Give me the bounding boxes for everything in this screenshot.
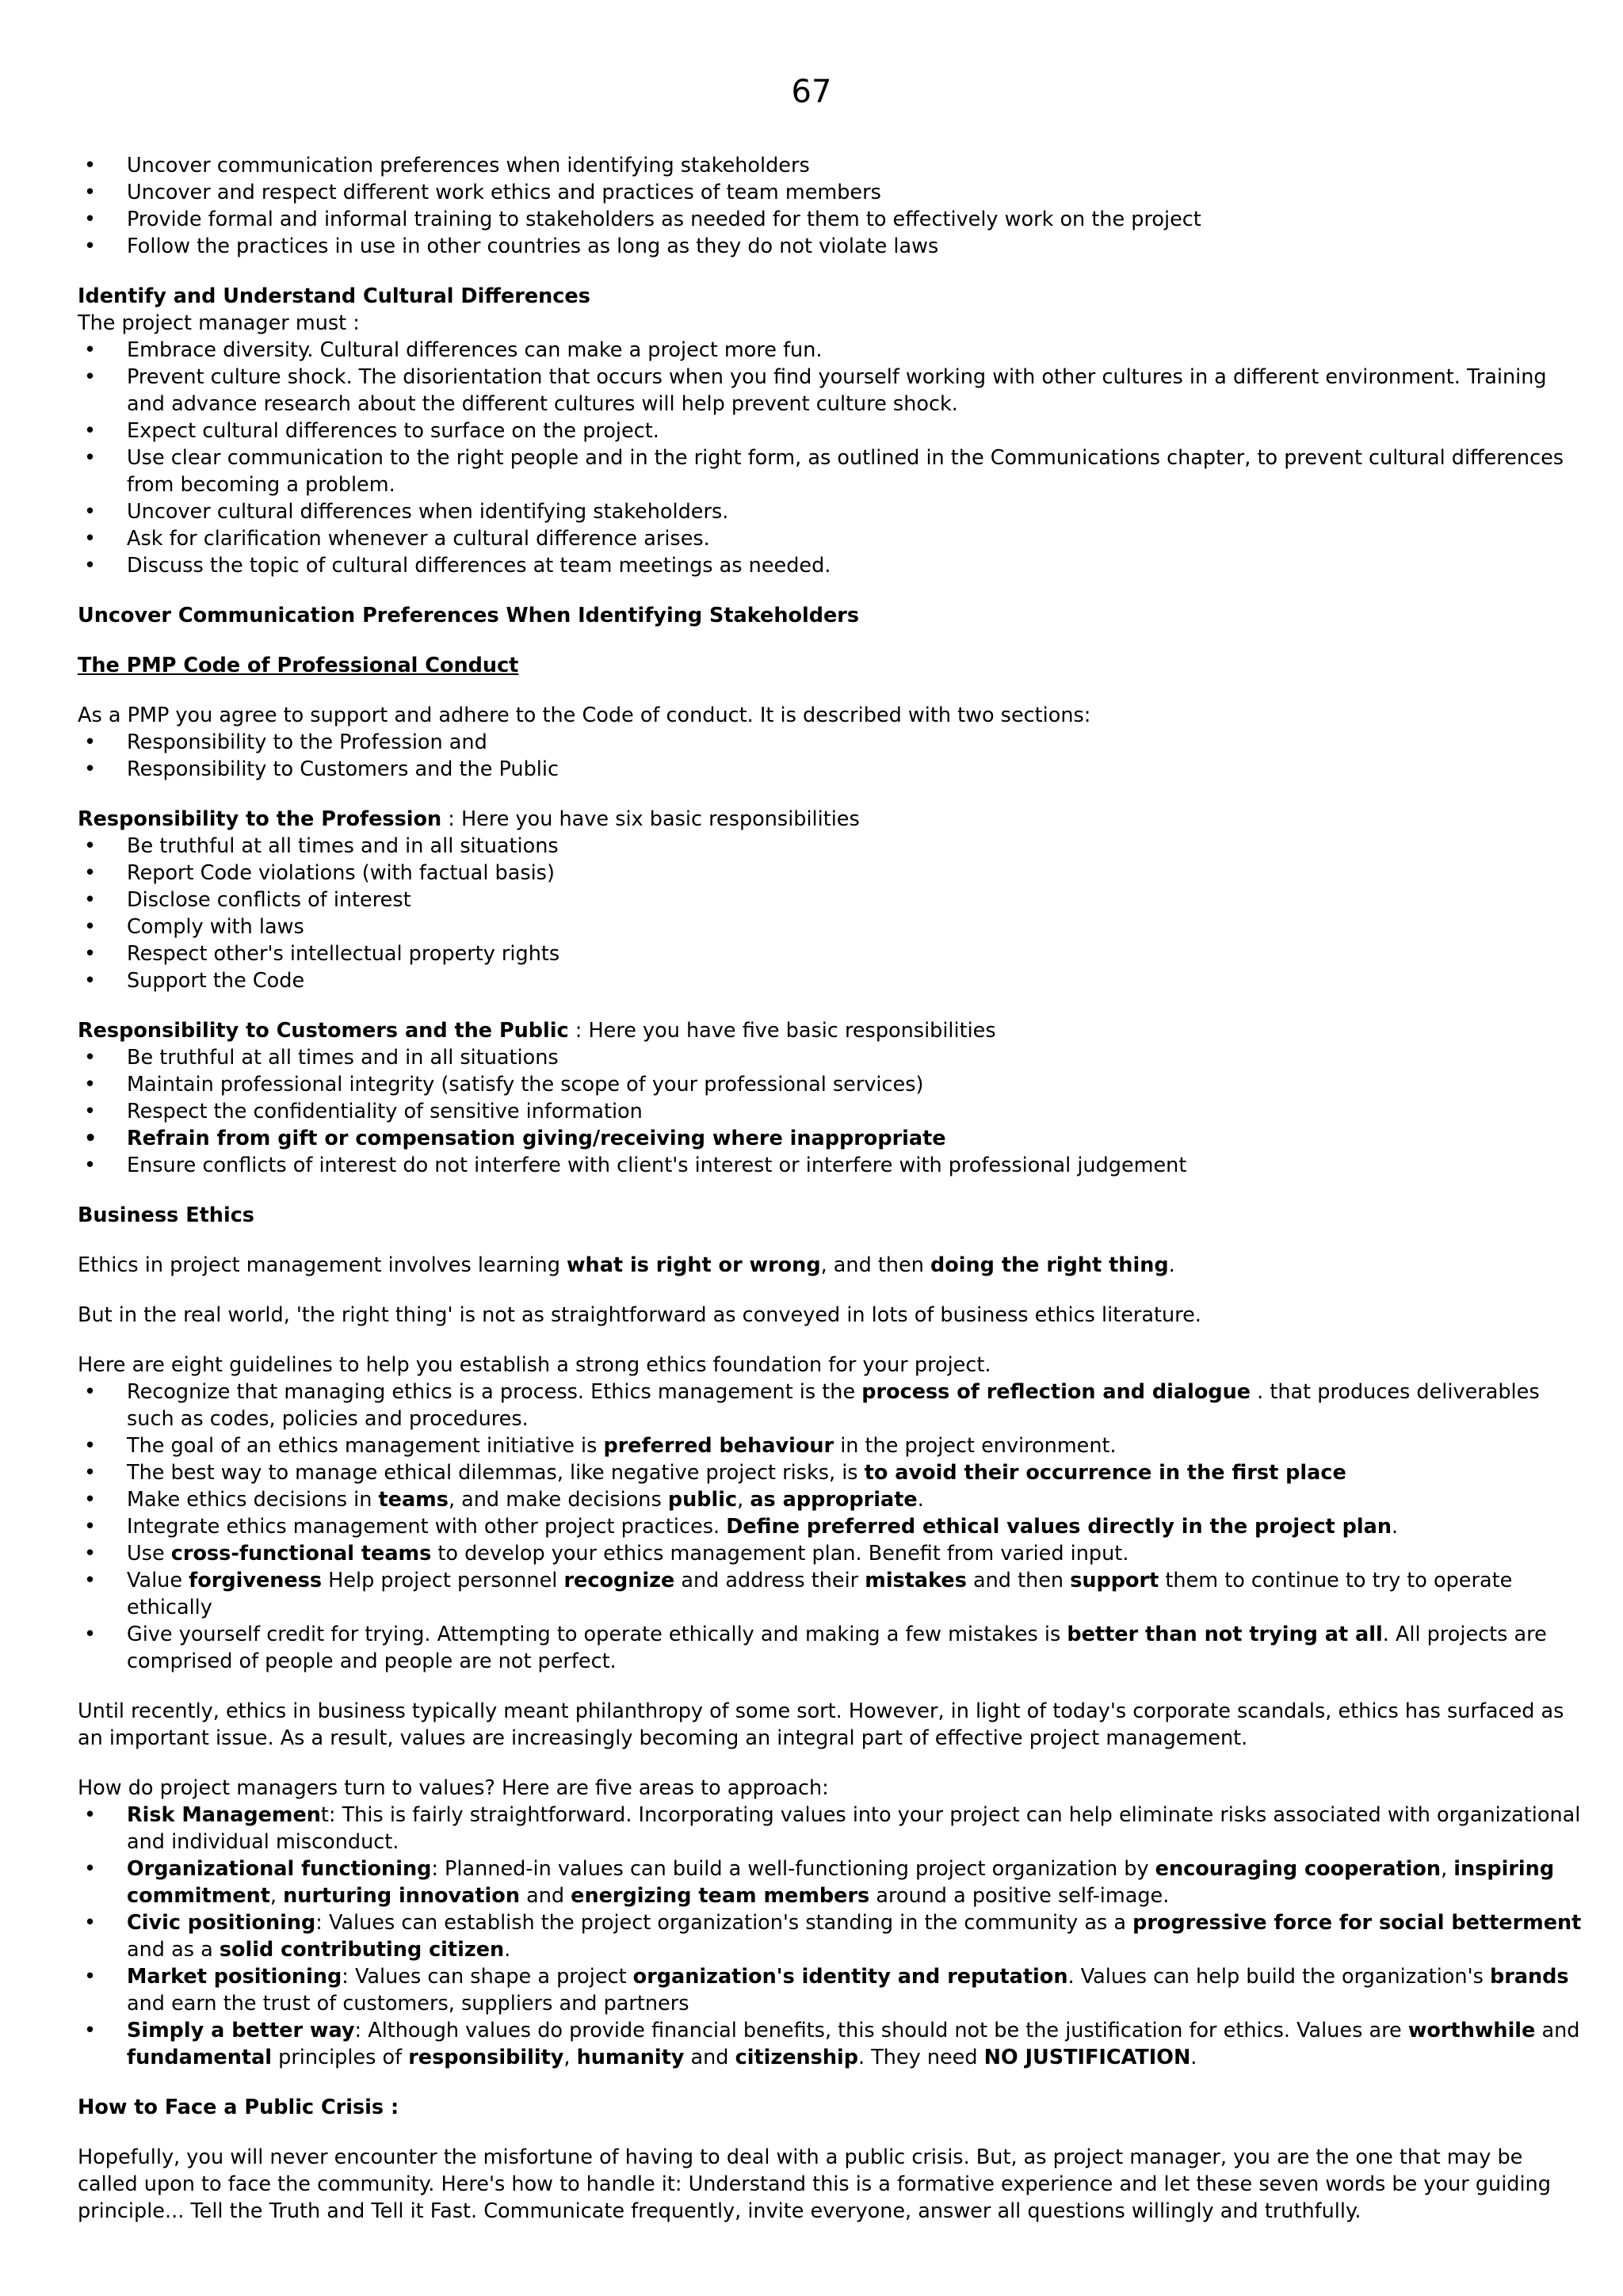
text-run: . Values can help build the organization's (1067, 1965, 1490, 1989)
list-item (78, 1909, 1583, 1963)
text-run: , (269, 1884, 284, 1908)
text-run: nurturing innovation (283, 1884, 520, 1908)
text-run: . (1391, 1515, 1399, 1539)
list-item: • Use clear communication to the right people and in the right form, as outlined in the Communications chapter, to prevent cultural differences from becoming a problem. (78, 444, 1583, 498)
text-run: preferred behaviour (603, 1434, 834, 1458)
list-item: • Be truthful at all times and in all situations (78, 1044, 1583, 1071)
text-run: Risk Managemen (127, 1803, 321, 1827)
text-run: : Although values do provide financial benefits, this should not be the justification for ethics. Values are (354, 2019, 1408, 2042)
code-intro: As a PMP you agree to support and adhere to the Code of conduct. It is described with two sections: (78, 704, 1091, 727)
list-item: • Uncover and respect different work ethics and practices of team members (78, 179, 1583, 206)
text-run: Ethics in project management involves learning (78, 1253, 567, 1277)
section-heading-cultural: Identify and Understand Cultural Differences (78, 284, 590, 308)
text-run: around a positive self-image. (869, 1884, 1170, 1908)
text-run: : Values can establish the project organization's standing in the community as a (315, 1911, 1133, 1935)
text-run: principles of (272, 2046, 409, 2069)
text-run: and then (966, 1569, 1071, 1592)
text-run: forgiveness (189, 1569, 323, 1592)
profession-intro (78, 806, 1583, 833)
text-run: them to continue to try to operate ethically (127, 1569, 1513, 1619)
cultural-intro: The project manager must : (78, 311, 360, 335)
text-run: brands (1489, 1965, 1569, 1989)
text-run: . (917, 1488, 924, 1512)
list-item: • Report Code violations (with factual basis) (78, 860, 1583, 887)
text-run: Give yourself credit for trying. Attempting to operate ethically and making a few mistakes is (127, 1623, 1067, 1646)
text-run: t: This is fairly straightforward. Incorporating values into your project can help eliminate risks associated with organizational and individual misconduct. (127, 1803, 1581, 1854)
text-run: support (1070, 1569, 1159, 1592)
text-run: fundamental (127, 2046, 273, 2069)
profession-intro-text: : Here you have six basic responsibilities (441, 807, 860, 831)
text-run: cross-functional teams (170, 1542, 432, 1566)
text-run: Use (127, 1542, 171, 1566)
list-item (78, 1802, 1583, 1855)
section-heading-business-ethics: Business Ethics (78, 1203, 254, 1227)
cultural-bullet-list (78, 337, 1583, 579)
list-item: • Comply with laws (78, 913, 1583, 940)
list-item (78, 1540, 1583, 1567)
customers-bullet-list (78, 1044, 1583, 1179)
list-item: • Disclose conflicts of interest (78, 887, 1583, 913)
text-run: Recognize that managing ethics is a process. Ethics management is the (127, 1380, 862, 1404)
text-run: Help project personnel (322, 1569, 564, 1592)
text-run: organization's identity and reputation (632, 1965, 1068, 1989)
values-bullet-list (78, 1802, 1583, 2071)
list-item: • Uncover cultural differences when identifying stakeholders. (78, 498, 1583, 525)
ethics-paragraph-3: Here are eight guidelines to help you establish a strong ethics foundation for your project. (78, 1353, 991, 1377)
text-run: Market positioning (127, 1965, 342, 1989)
text-run: as appropriate (750, 1488, 918, 1512)
text-run: : Values can shape a project (342, 1965, 633, 1989)
text-run: and (1535, 2019, 1580, 2042)
text-run: Integrate ethics management with other project practices. (127, 1515, 727, 1539)
text-run: . All projects are comprised of people and people are not perfect. (127, 1623, 1547, 1673)
list-item: • Support the Code (78, 967, 1583, 994)
list-item: • Maintain professional integrity (satisfy the scope of your professional services) (78, 1071, 1583, 1098)
profession-label: Responsibility to the Profession (78, 807, 442, 831)
text-run: teams (378, 1488, 449, 1512)
list-item (78, 1459, 1583, 1486)
text-run: , (737, 1488, 750, 1512)
section-heading-communication: Uncover Communication Preferences When Identifying Stakeholders (78, 604, 860, 627)
list-item (78, 1567, 1583, 1621)
text-run: citizenship (735, 2046, 858, 2069)
text-run: . They need (858, 2046, 984, 2069)
document-body (78, 152, 1583, 2225)
text-run: . (1190, 2046, 1197, 2069)
list-item: • Discuss the topic of cultural differences at team meetings as needed. (78, 552, 1583, 579)
list-item (78, 1432, 1583, 1459)
text-run: Define preferred ethical values directly in the project plan (726, 1515, 1392, 1539)
text-run: and (684, 2046, 735, 2069)
list-item: • Follow the practices in use in other countries as long as they do not violate laws (78, 233, 1583, 260)
list-item: • Responsibility to Customers and the Public (78, 756, 1583, 783)
text-run: and earn the trust of customers, suppliers and partners (127, 1992, 689, 2016)
text-run: encouraging cooperation (1155, 1857, 1442, 1881)
text-run: , (1441, 1857, 1454, 1881)
text-run: The goal of an ethics management initiative is (127, 1434, 604, 1458)
text-run: solid contributing citizen (219, 1938, 505, 1962)
customers-label: Responsibility to Customers and the Public (78, 1019, 569, 1043)
customers-intro (78, 1017, 1583, 1044)
text-run: Civic positioning (127, 1911, 316, 1935)
text-run: , and make decisions (448, 1488, 668, 1512)
ethics-paragraph-1 (78, 1252, 1583, 1279)
text-run: . (504, 1938, 511, 1962)
text-run: Value (127, 1569, 189, 1592)
list-item: • Ask for clarification whenever a cultural difference arises. (78, 525, 1583, 552)
text-run: mistakes (865, 1569, 967, 1592)
text-run: and (519, 1884, 571, 1908)
ethics-paragraph-4: Until recently, ethics in business typically meant philanthropy of some sort. However, in light of today's corporate scandals, ethics has surfaced as an important issue. As a result, values are increasingly becoming an integral part of effective project management. (78, 1699, 1564, 1750)
ethics-paragraph-2: But in the real world, 'the right thing' is not as straightforward as conveyed in lots of business ethics literature. (78, 1303, 1201, 1327)
list-item: • Refrain from gift or compensation giving/receiving where inappropriate (78, 1125, 1583, 1152)
list-item: • Be truthful at all times and in all situations (78, 833, 1583, 860)
section-heading-code: The PMP Code of Professional Conduct (78, 654, 519, 677)
list-item: • Uncover communication preferences when identifying stakeholders (78, 152, 1583, 179)
list-item (78, 1486, 1583, 1513)
list-item (78, 1963, 1583, 2017)
list-item: • Provide formal and informal training to stakeholders as needed for them to effectively work on the project (78, 206, 1583, 233)
guidelines-bullet-list (78, 1379, 1583, 1675)
text-run: Organizational functioning (127, 1857, 432, 1881)
text-run: inspiring commitment (127, 1857, 1555, 1908)
text-run: NO JUSTIFICATION (983, 2046, 1191, 2069)
text-run: public (667, 1488, 738, 1512)
text-run: process of reflection and dialogue (861, 1380, 1251, 1404)
text-run: energizing team members (571, 1884, 870, 1908)
list-item: • Expect cultural differences to surface on the project. (78, 418, 1583, 444)
text-run: . (1168, 1253, 1175, 1277)
profession-bullet-list (78, 833, 1583, 994)
list-item: • Responsibility to the Profession and (78, 729, 1583, 756)
text-run: to avoid their occurrence in the first place (864, 1461, 1346, 1485)
text-run: responsibility (408, 2046, 564, 2069)
code-bullet-list (78, 729, 1583, 783)
text-run: what is right or wrong (566, 1253, 821, 1277)
text-run: worthwhile (1407, 2019, 1536, 2042)
list-item: • Embrace diversity. Cultural differences can make a project more fun. (78, 337, 1583, 364)
text-run: progressive force for social betterment (1132, 1911, 1582, 1935)
text-run: recognize (563, 1569, 675, 1592)
text-run: , (563, 2046, 577, 2069)
text-run: and as a (127, 1938, 220, 1962)
intro-bullet-list (78, 152, 1583, 260)
text-run: Simply a better way (127, 2019, 355, 2042)
section-heading-public-crisis: How to Face a Public Crisis : (78, 2096, 399, 2119)
text-run: : Planned-in values can build a well-functioning project organization by (431, 1857, 1155, 1881)
ethics-paragraph-5: How do project managers turn to values? Here are five areas to approach: (78, 1776, 829, 1800)
customers-intro-text: : Here you have five basic responsibilities (568, 1019, 996, 1043)
text-run: better than not trying at all (1067, 1623, 1383, 1646)
text-run: The best way to manage ethical dilemmas, like negative project risks, is (127, 1461, 865, 1485)
text-run: doing the right thing (930, 1253, 1169, 1277)
text-run: and address their (674, 1569, 865, 1592)
list-item (78, 1379, 1583, 1432)
crisis-paragraph: Hopefully, you will never encounter the misfortune of having to deal with a public crisis. But, as project manager, you are the one that may be called upon to face the community. Here's how to handle it: Understand this is a formative experience and let these seven words be your guiding principle... Tell the Truth and Tell it Fast. Communicate frequently, invite everyone, answer all questions willingly and truthfully. (78, 2145, 1551, 2223)
list-item (78, 1621, 1583, 1675)
text-run: Make ethics decisions in (127, 1488, 379, 1512)
page-number: 67 (791, 74, 832, 110)
list-item (78, 1855, 1583, 1909)
list-item: • Respect the confidentiality of sensitive information (78, 1098, 1583, 1125)
text-run: humanity (576, 2046, 685, 2069)
list-item (78, 2017, 1583, 2071)
text-run: in the project environment. (834, 1434, 1117, 1458)
text-run: to develop your ethics management plan. Benefit from varied input. (431, 1542, 1129, 1566)
text-run: . that produces deliverables such as codes, policies and procedures. (127, 1380, 1540, 1431)
list-item: • Respect other's intellectual property rights (78, 940, 1583, 967)
list-item (78, 1513, 1583, 1540)
list-item: • Ensure conflicts of interest do not interfere with client's interest or interfere with professional judgement (78, 1152, 1583, 1179)
text-run: , and then (820, 1253, 931, 1277)
list-item: • Prevent culture shock. The disorientation that occurs when you find yourself working with other cultures in a different environment. Training and advance research about the different cultures will help prevent culture shock. (78, 364, 1583, 418)
